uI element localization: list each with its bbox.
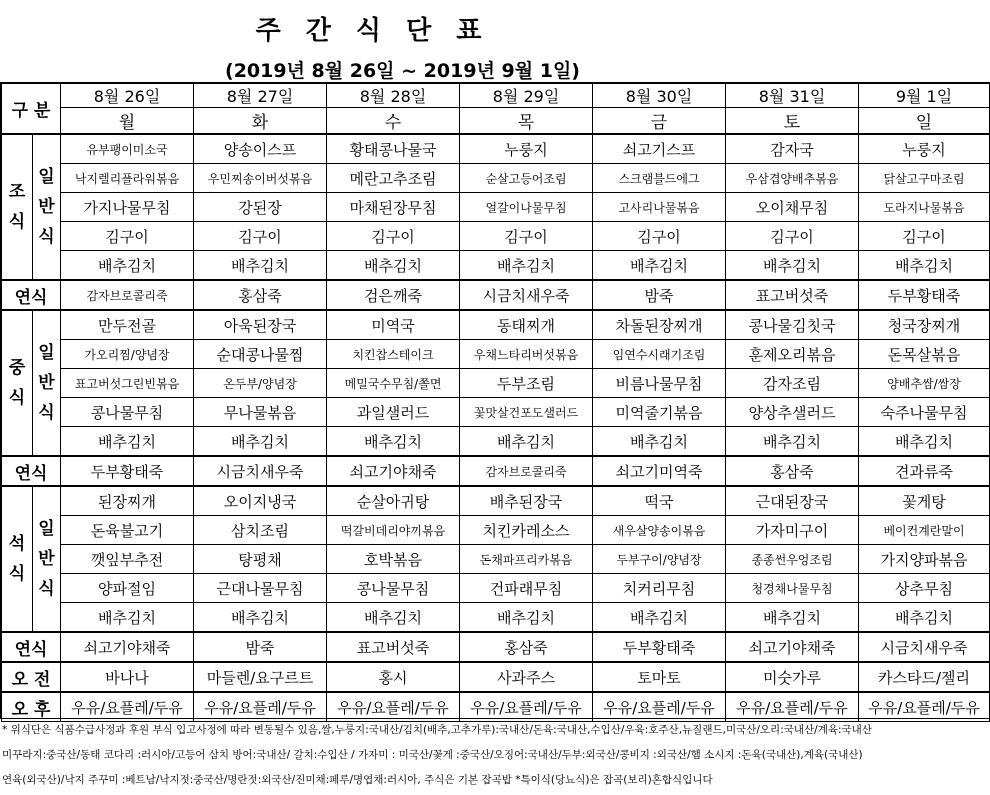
date-header: 8월 27일 — [194, 84, 327, 108]
period-subtitle: (2019년 8월 26일 ~ 2019년 9월 1일) — [225, 60, 580, 82]
header-date-row — [2, 84, 990, 108]
menu-cell: 쇠고기야채죽 — [327, 456, 460, 486]
menu-cell: 우민찌송이버섯볶음 — [194, 164, 327, 193]
meal-row — [2, 251, 990, 281]
menu-cell: 깻잎부추전 — [61, 545, 194, 574]
meal-row — [2, 427, 990, 457]
date-header: 9월 1일 — [859, 84, 990, 108]
menu-cell: 두부황태죽 — [61, 456, 194, 486]
label-char: 식 — [38, 403, 55, 423]
header-day-row — [2, 108, 990, 135]
meal-sub-label — [33, 134, 61, 280]
menu-cell: 온두부/양념장 — [194, 369, 327, 398]
menu-cell: 우유/요플레/두유 — [460, 692, 593, 722]
date-header: 8월 30일 — [593, 84, 726, 108]
menu-cell: 김구이 — [859, 222, 990, 251]
menu-cell: 배추김치 — [61, 603, 194, 633]
menu-cell: 치킨찹스테이크 — [327, 340, 460, 369]
menu-cell: 견과류죽 — [859, 456, 990, 486]
menu-cell: 가오리찜/양념장 — [61, 340, 194, 369]
menu-cell: 배추김치 — [460, 603, 593, 633]
menu-cell: 감자국 — [726, 134, 859, 164]
label-char: 식 — [8, 388, 26, 408]
menu-cell: 누룽지 — [859, 134, 990, 164]
menu-cell: 토마토 — [593, 662, 726, 692]
menu-cell: 배추김치 — [593, 251, 726, 281]
menu-cell: 배추김치 — [194, 603, 327, 633]
label-char: 반 — [38, 373, 55, 393]
menu-cell: 배추김치 — [726, 427, 859, 457]
menu-cell: 두부조림 — [460, 369, 593, 398]
meal-row — [2, 603, 990, 633]
menu-cell: 쇠고기미역죽 — [593, 456, 726, 486]
menu-cell: 상추무침 — [859, 574, 990, 603]
menu-cell: 돈육불고기 — [61, 516, 194, 545]
soft-label: 연식 — [2, 632, 61, 662]
menu-cell: 김구이 — [327, 222, 460, 251]
menu-cell: 과일샐러드 — [327, 398, 460, 427]
menu-cell: 건파래무침 — [460, 574, 593, 603]
menu-cell: 밤죽 — [194, 632, 327, 662]
soft-meal-row — [2, 280, 990, 310]
label-char: 반 — [38, 549, 55, 569]
menu-cell: 마채된장무침 — [327, 193, 460, 222]
page-title: 주 간 식 단 표 — [255, 16, 490, 46]
menu-cell: 배추김치 — [859, 427, 990, 457]
menu-cell: 숙주나물무침 — [859, 398, 990, 427]
menu-cell: 바나나 — [61, 662, 194, 692]
meal-sub-label — [33, 486, 61, 632]
menu-cell: 얼갈이나물무침 — [460, 193, 593, 222]
menu-cell: 가자미구이 — [726, 516, 859, 545]
menu-cell: 된장찌개 — [61, 486, 194, 516]
menu-cell: 메밀국수무침/쫄면 — [327, 369, 460, 398]
menu-cell: 베이컨계란말이 — [859, 516, 990, 545]
menu-cell: 비름나물무침 — [593, 369, 726, 398]
menu-cell: 차돌된장찌개 — [593, 310, 726, 340]
menu-cell: 우삼겹양배추볶음 — [726, 164, 859, 193]
day-header: 월 — [61, 108, 194, 135]
menu-cell: 배추김치 — [327, 603, 460, 633]
menu-cell: 순살아귀탕 — [327, 486, 460, 516]
gubun-header: 구 분 — [2, 84, 61, 135]
notes — [2, 718, 988, 793]
menu-cell: 배추김치 — [726, 251, 859, 281]
menu-cell: 배추김치 — [61, 251, 194, 281]
menu-cell: 시금치새우죽 — [460, 280, 593, 310]
menu-cell: 표고버섯그린빈볶음 — [61, 369, 194, 398]
menu-cell: 콩나물무침 — [61, 398, 194, 427]
menu-cell: 우유/요플레/두유 — [593, 692, 726, 722]
menu-cell: 청경채나물무침 — [726, 574, 859, 603]
label-char: 식 — [8, 212, 26, 232]
label-char: 식 — [8, 564, 26, 584]
menu-cell: 감자브로콜리죽 — [460, 456, 593, 486]
menu-cell: 배추김치 — [859, 603, 990, 633]
menu-cell: 메란고추조림 — [327, 164, 460, 193]
date-header: 8월 26일 — [61, 84, 194, 108]
menu-cell: 배추김치 — [460, 427, 593, 457]
menu-cell: 순대콩나물찜 — [194, 340, 327, 369]
meal-label-0 — [2, 134, 33, 280]
menu-cell: 임연수시래기조림 — [593, 340, 726, 369]
menu-cell: 탕평채 — [194, 545, 327, 574]
menu-cell: 배추김치 — [593, 427, 726, 457]
menu-cell: 꽃맛살건포도샐러드 — [460, 398, 593, 427]
menu-cell: 쇠고기야채죽 — [726, 632, 859, 662]
menu-cell: 무나물볶음 — [194, 398, 327, 427]
menu-cell: 배추김치 — [327, 427, 460, 457]
menu-cell: 황태콩나물국 — [327, 134, 460, 164]
day-header: 금 — [593, 108, 726, 135]
menu-cell: 삼치조림 — [194, 516, 327, 545]
meal-sub-label — [33, 310, 61, 456]
meal-row — [2, 516, 990, 545]
menu-cell: 떡국 — [593, 486, 726, 516]
menu-cell: 우유/요플레/두유 — [726, 692, 859, 722]
label-char: 식 — [38, 579, 55, 599]
menu-cell: 떡갈비데리야끼볶음 — [327, 516, 460, 545]
menu-cell: 유부팽이미소국 — [61, 134, 194, 164]
menu-cell: 홍삼죽 — [726, 456, 859, 486]
menu-cell: 콩나물김칫국 — [726, 310, 859, 340]
snack-label: 오 후 — [2, 692, 61, 722]
menu-cell: 김구이 — [460, 222, 593, 251]
menu-cell: 미역줄기볶음 — [593, 398, 726, 427]
menu-cell: 카스타드/젤리 — [859, 662, 990, 692]
day-header: 일 — [859, 108, 990, 135]
menu-cell: 새우살양송이볶음 — [593, 516, 726, 545]
menu-cell: 치커리무침 — [593, 574, 726, 603]
note-line: * 위식단은 식품수급사정과 후원 부식 입고사정에 따라 변동될수 있음,쌀,누룽지:국내산/김치(배추,고추가루):국내산/돈육:국내산,수입산/우육:호주산,뉴질랜드,미국산/오리:국내산/계육:국내산 — [2, 724, 872, 736]
meal-row — [2, 574, 990, 603]
menu-cell: 가지나물무침 — [61, 193, 194, 222]
day-header: 토 — [726, 108, 859, 135]
menu-cell: 양배추쌈/쌈장 — [859, 369, 990, 398]
meal-row — [2, 310, 990, 340]
menu-cell: 배추김치 — [61, 427, 194, 457]
meal-row — [2, 398, 990, 427]
menu-cell: 청국장찌개 — [859, 310, 990, 340]
menu-cell: 닭살고구마조림 — [859, 164, 990, 193]
menu-cell: 가지양파볶음 — [859, 545, 990, 574]
menu-cell: 우유/요플레/두유 — [194, 692, 327, 722]
menu-cell: 근대된장국 — [726, 486, 859, 516]
label-char: 석 — [8, 534, 26, 554]
menu-cell: 종종썬우엉조림 — [726, 545, 859, 574]
menu-cell: 배추김치 — [194, 251, 327, 281]
soft-meal-row — [2, 632, 990, 662]
menu-cell: 낙지렐리플라워볶음 — [61, 164, 194, 193]
soft-label: 연식 — [2, 280, 61, 310]
menu-cell: 치킨카레소스 — [460, 516, 593, 545]
menu-cell: 오이채무침 — [726, 193, 859, 222]
meal-row — [2, 545, 990, 574]
menu-cell: 돈채파프리카볶음 — [460, 545, 593, 574]
menu-cell: 김구이 — [593, 222, 726, 251]
day-header: 화 — [194, 108, 327, 135]
menu-cell: 두부황태죽 — [593, 632, 726, 662]
menu-cell: 만두전골 — [61, 310, 194, 340]
menu-cell: 동태찌개 — [460, 310, 593, 340]
label-char: 일 — [38, 519, 55, 539]
menu-cell: 훈제오리볶음 — [726, 340, 859, 369]
day-header: 수 — [327, 108, 460, 135]
soft-meal-row — [2, 456, 990, 486]
date-header: 8월 28일 — [327, 84, 460, 108]
meal-row — [2, 193, 990, 222]
menu-cell: 김구이 — [726, 222, 859, 251]
label-char: 반 — [38, 197, 55, 217]
menu-cell: 홍삼죽 — [460, 632, 593, 662]
menu-cell: 홍삼죽 — [194, 280, 327, 310]
meal-row — [2, 222, 990, 251]
meal-label-1 — [2, 310, 33, 456]
menu-cell: 우유/요플레/두유 — [327, 692, 460, 722]
menu-cell: 양상추샐러드 — [726, 398, 859, 427]
menu-cell: 근대나물무침 — [194, 574, 327, 603]
label-char: 일 — [38, 167, 55, 187]
menu-cell: 감자조림 — [726, 369, 859, 398]
meal-row — [2, 340, 990, 369]
menu-cell: 양송이스프 — [194, 134, 327, 164]
menu-cell: 우유/요플레/두유 — [61, 692, 194, 722]
menu-cell: 배추된장국 — [460, 486, 593, 516]
snack-row — [2, 662, 990, 692]
menu-cell: 순살고등어조림 — [460, 164, 593, 193]
menu-cell: 호박볶음 — [327, 545, 460, 574]
menu-cell: 김구이 — [61, 222, 194, 251]
menu-cell: 배추김치 — [726, 603, 859, 633]
menu-cell: 배추김치 — [859, 251, 990, 281]
label-char: 중 — [8, 358, 26, 378]
date-header: 8월 29일 — [460, 84, 593, 108]
menu-cell: 콩나물무침 — [327, 574, 460, 603]
menu-table — [1, 83, 990, 722]
menu-cell: 시금치새우죽 — [859, 632, 990, 662]
menu-cell: 우채느타리버섯볶음 — [460, 340, 593, 369]
note-line: 연육(외국산)/낙지 주꾸미 :베트남/낙지젓:중국산/명란젓:외국산/진미채:페루/명엽채:러시아, 주식은 기본 잡곡밥 *특이식(당뇨식)은 잡곡(보리)혼합식입니다 — [2, 774, 713, 786]
menu-cell: 표고버섯죽 — [726, 280, 859, 310]
menu-cell: 쇠고기야채죽 — [61, 632, 194, 662]
meal-row — [2, 164, 990, 193]
menu-cell: 미숫가루 — [726, 662, 859, 692]
menu-cell: 돈목살볶음 — [859, 340, 990, 369]
menu-cell: 아욱된장국 — [194, 310, 327, 340]
menu-cell: 검은깨죽 — [327, 280, 460, 310]
meal-row — [2, 369, 990, 398]
menu-cell: 배추김치 — [194, 427, 327, 457]
menu-cell: 강된장 — [194, 193, 327, 222]
menu-cell: 배추김치 — [460, 251, 593, 281]
meal-row — [2, 134, 990, 164]
snack-label: 오 전 — [2, 662, 61, 692]
menu-cell: 우유/요플레/두유 — [859, 692, 990, 722]
menu-cell: 배추김치 — [327, 251, 460, 281]
menu-cell: 도라지나물볶음 — [859, 193, 990, 222]
menu-cell: 사과주스 — [460, 662, 593, 692]
meal-label-2 — [2, 486, 33, 632]
menu-cell: 두부황태죽 — [859, 280, 990, 310]
soft-label: 연식 — [2, 456, 61, 486]
menu-cell: 쇠고기스프 — [593, 134, 726, 164]
menu-cell: 스크램블드에그 — [593, 164, 726, 193]
menu-cell: 홍시 — [327, 662, 460, 692]
menu-cell: 미역국 — [327, 310, 460, 340]
menu-cell: 시금치새우죽 — [194, 456, 327, 486]
day-header: 목 — [460, 108, 593, 135]
menu-cell: 꽃게탕 — [859, 486, 990, 516]
label-char: 일 — [38, 343, 55, 363]
menu-cell: 표고버섯죽 — [327, 632, 460, 662]
menu-cell: 배추김치 — [593, 603, 726, 633]
menu-cell: 마들렌/요구르트 — [194, 662, 327, 692]
note-line: 미꾸라지:중국산/동태 코다리 :러시아/고등어 삼치 방어:국내산/ 갈치:수입산 / 가자미 : 미국산/꽃게 :중국산/오징어:국내산/두부:외국산/콩비지 :외국산/햄 소시지 :돈육(국내산),계육(국내산) — [2, 749, 863, 761]
menu-cell: 오이지냉국 — [194, 486, 327, 516]
menu-cell: 감자브로콜리죽 — [61, 280, 194, 310]
menu-cell: 양파절임 — [61, 574, 194, 603]
label-char: 조 — [8, 182, 26, 202]
menu-cell: 누룽지 — [460, 134, 593, 164]
meal-row — [2, 486, 990, 516]
menu-cell: 김구이 — [194, 222, 327, 251]
label-char: 식 — [38, 227, 55, 247]
menu-cell: 밤죽 — [593, 280, 726, 310]
menu-cell: 고사리나물볶음 — [593, 193, 726, 222]
date-header: 8월 31일 — [726, 84, 859, 108]
menu-cell: 두부구이/양념장 — [593, 545, 726, 574]
